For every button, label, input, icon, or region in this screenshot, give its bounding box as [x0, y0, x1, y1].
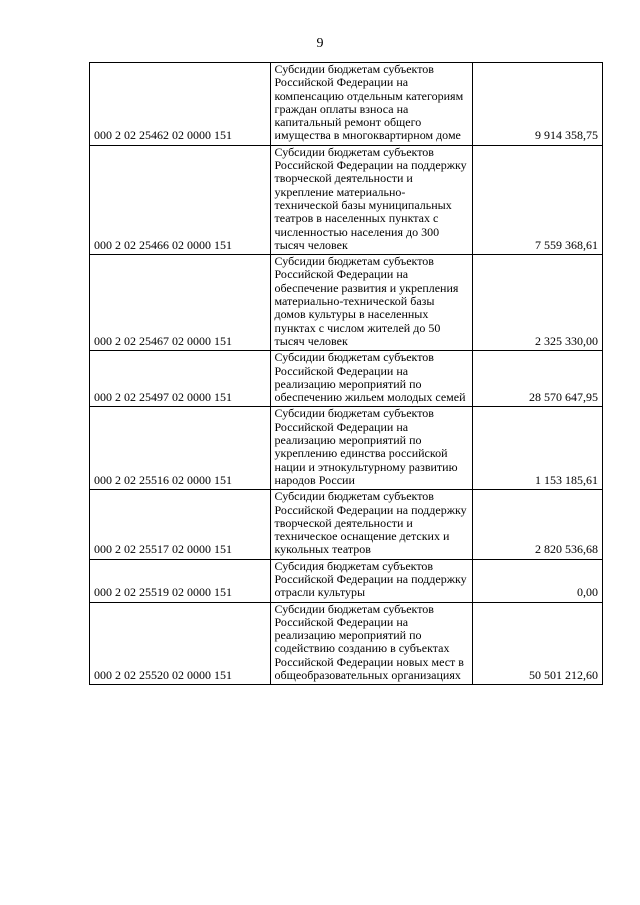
- budget-code-cell: 000 2 02 25520 02 0000 151: [90, 602, 271, 685]
- description-cell: Субсидии бюджетам субъектов Российской Федерации на реализацию мероприятий по обеспечению жильем молодых семей: [270, 351, 473, 407]
- amount-cell: 9 914 358,75: [473, 63, 603, 146]
- description-cell: Субсидии бюджетам субъектов Российской Федерации на компенсацию отдельным категориям граждан оплаты взноса на капитальный ремонт общего имущества в многоквартирном доме: [270, 63, 473, 146]
- description-cell: Субсидии бюджетам субъектов Российской Федерации на реализацию мероприятий по укреплению единства российской нации и этнокультурному развитию народов России: [270, 407, 473, 490]
- table-row: [90, 255, 603, 351]
- amount-cell: 2 325 330,00: [473, 255, 603, 351]
- table-row: [90, 559, 603, 602]
- table-row: [90, 145, 603, 254]
- table-row: [90, 602, 603, 685]
- budget-code-cell: 000 2 02 25497 02 0000 151: [90, 351, 271, 407]
- page-number: 9: [316, 36, 324, 51]
- table-row: [90, 351, 603, 407]
- table-row: [90, 490, 603, 559]
- budget-code-cell: 000 2 02 25466 02 0000 151: [90, 145, 271, 254]
- table-row: [90, 407, 603, 490]
- amount-cell: 2 820 536,68: [473, 490, 603, 559]
- amount-cell: 1 153 185,61: [473, 407, 603, 490]
- description-cell: Субсидия бюджетам субъектов Российской Федерации на поддержку отрасли культуры: [270, 559, 473, 602]
- amount-cell: 28 570 647,95: [473, 351, 603, 407]
- description-cell: Субсидии бюджетам субъектов Российской Федерации на поддержку творческой деятельности и техническое оснащение детских и кукольных театров: [270, 490, 473, 559]
- description-cell: Субсидии бюджетам субъектов Российской Федерации на обеспечение развития и укрепления материально-технической базы домов культуры в населенных пунктах с числом жителей до 50 тысяч человек: [270, 255, 473, 351]
- amount-cell: 0,00: [473, 559, 603, 602]
- amount-cell: 7 559 368,61: [473, 145, 603, 254]
- budget-code-cell: 000 2 02 25516 02 0000 151: [90, 407, 271, 490]
- budget-code-cell: 000 2 02 25462 02 0000 151: [90, 63, 271, 146]
- budget-table-body: [90, 63, 603, 685]
- budget-table: [89, 62, 603, 685]
- amount-cell: 50 501 212,60: [473, 602, 603, 685]
- description-cell: Субсидии бюджетам субъектов Российской Федерации на поддержку творческой деятельности и укрепление материально-технической базы муниципальных театров в населенных пунктах с численностью населения до 300 тысяч человек: [270, 145, 473, 254]
- budget-code-cell: 000 2 02 25467 02 0000 151: [90, 255, 271, 351]
- description-cell: Субсидии бюджетам субъектов Российской Федерации на реализацию мероприятий по содействию созданию в субъектах Российской Федерации новых мест в общеобразовательных организациях: [270, 602, 473, 685]
- table-row: [90, 63, 603, 146]
- budget-code-cell: 000 2 02 25517 02 0000 151: [90, 490, 271, 559]
- budget-code-cell: 000 2 02 25519 02 0000 151: [90, 559, 271, 602]
